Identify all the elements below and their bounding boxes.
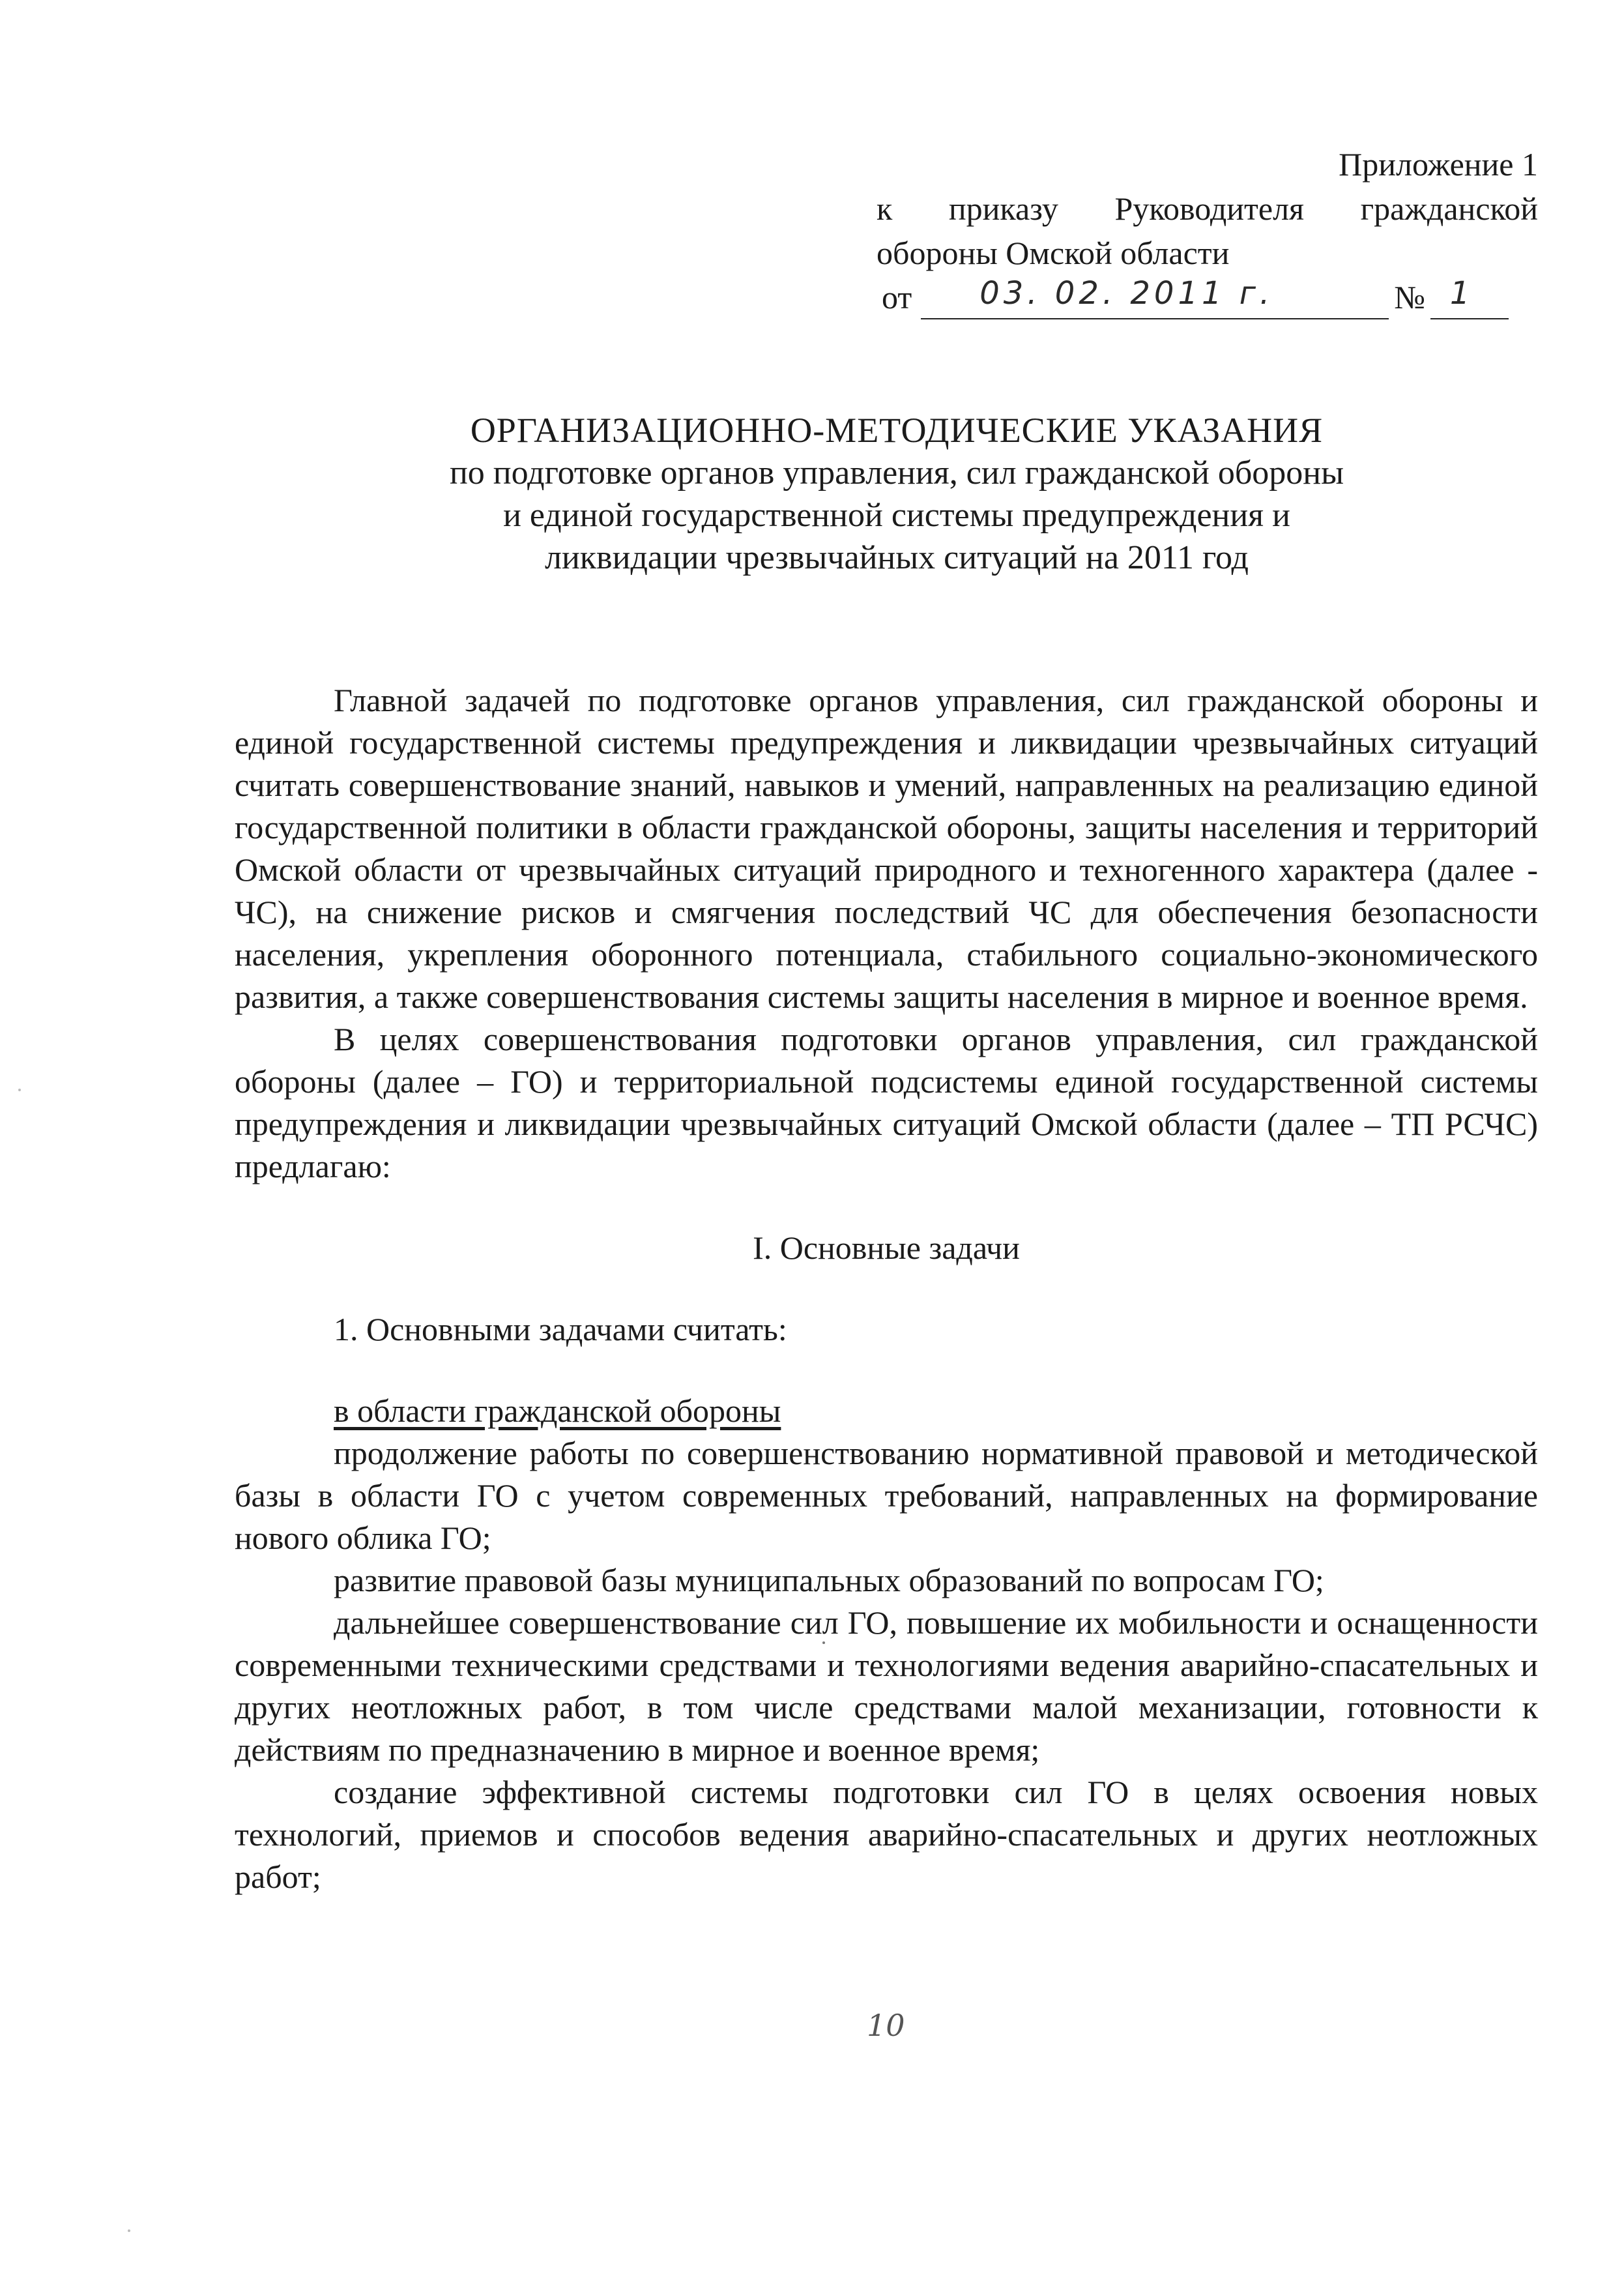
section-title: I. Основные задачи	[753, 1229, 1020, 1266]
title-line-3: и единой государственной системы предупреждения и	[503, 497, 1290, 534]
from-label: от	[882, 279, 912, 316]
item-1: 1. Основными задачами считать:	[334, 1311, 787, 1347]
appendix-header	[877, 142, 1538, 319]
document-body	[235, 679, 1538, 1898]
handwritten-date: 03. 02. 2011 г.	[979, 275, 1274, 312]
appendix-label: Приложение 1	[1339, 146, 1538, 183]
date-number-line	[877, 275, 1538, 319]
scan-speck	[128, 2229, 130, 2232]
handwritten-number: 1	[1449, 275, 1474, 312]
title-main: ОРГАНИЗАЦИОННО-МЕТОДИЧЕСКИЕ УКАЗАНИЯ	[470, 411, 1324, 450]
number-field	[1430, 275, 1509, 319]
scan-speck	[18, 1089, 21, 1091]
purpose-paragraph: В целях совершенствования подготовки органов управления, сил гражданской обороны (далее – ГО) и территориальной подсистемы единой государственной системы предупреждения и ликвидации чрезвычайных ситуаций Омской области (далее – ТП РСЧС) предлагаю:	[235, 1021, 1538, 1184]
order-reference: к приказу Руководителя гражданской	[877, 190, 1538, 227]
task-3: дальнейшее совершенствование сил ГО, повышение их мобильности и оснащенности современными техническими средствами и технологиями ведения аварийно-спасательных и других неотложных работ, в том числе средствами малой механизации, готовности к действиям по предназначению в мирное и военное время;	[235, 1604, 1538, 1768]
task-2: развитие правовой базы муниципальных образований по вопросам ГО;	[334, 1562, 1324, 1598]
authority-name: обороны Омской области	[877, 235, 1230, 271]
task-4: создание эффективной системы подготовки сил ГО в целях освоения новых технологий, приемов и способов ведения аварийно-спасательных и других неотложных работ;	[235, 1774, 1538, 1895]
title-line-2: по подготовке органов управления, сил гражданской обороны	[449, 454, 1344, 492]
number-label: №	[1394, 279, 1425, 316]
subheading-text: в области гражданской обороны	[334, 1392, 781, 1429]
date-field	[921, 275, 1389, 319]
task-1: продолжение работы по совершенствованию нормативной правовой и методической базы в области ГО с учетом современных требований, направленных на формирование нового облика ГО;	[235, 1435, 1538, 1556]
scan-speck	[822, 1641, 825, 1644]
page-number: 10	[867, 2008, 905, 2043]
title-line-4: ликвидации чрезвычайных ситуаций на 2011 год	[545, 539, 1249, 576]
document-title	[160, 409, 1624, 579]
intro-paragraph: Главной задачей по подготовке органов управления, сил гражданской обороны и единой государственной системы предупреждения и ликвидации чрезвычайных ситуаций считать совершенствование знаний, навыков и умений, направленных на реализацию единой государственной политики в области гражданской обороны, защиты населения и территорий Омской области от чрезвычайных ситуаций природного и техногенного характера (далее - ЧС), на снижение рисков и смягчения последствий ЧС для обеспечения безопасности населения, укрепления оборонного потенциала, стабильного социально-экономического развития, а также совершенствования системы защиты населения в мирное и военное время.	[235, 682, 1538, 1015]
subheading	[235, 1390, 1538, 1432]
